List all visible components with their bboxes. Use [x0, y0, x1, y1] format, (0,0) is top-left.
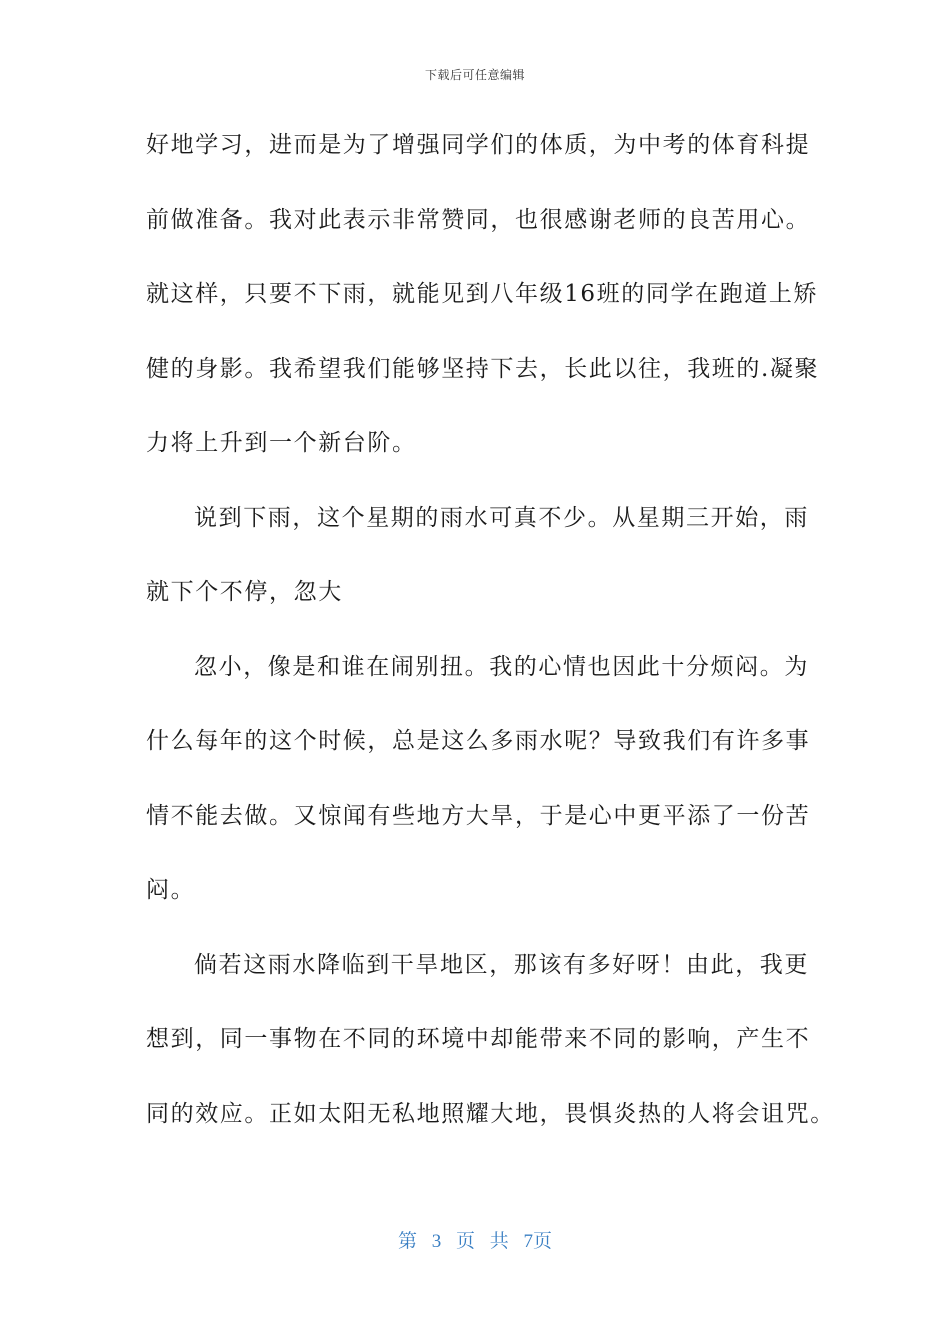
- text-line: 闷。: [146, 877, 196, 903]
- text-line: 同的效应。正如太阳无私地照耀大地，畏惧炎热的人将会诅咒。: [146, 1100, 835, 1127]
- text-line: 健的身影。我希望我们能够坚持下去，长此以往，我班的.凝聚: [146, 355, 820, 382]
- text-line: 前做准备。我对此表示非常赞同，也很感谢老师的良苦用心。: [146, 206, 811, 233]
- paragraph-start-line: 忽小，像是和谁在闹别扭。我的心情也因此十分烦闷。为: [194, 653, 809, 680]
- text-line: 就这样，只要不下雨，就能见到八年级16班的同学在跑道上矫: [146, 281, 819, 307]
- footer-total-pages: 7页: [523, 1231, 553, 1252]
- footer-label-di: 第: [397, 1231, 417, 1252]
- footer-label-gong: 共: [489, 1231, 509, 1252]
- footer-current-page: 3: [431, 1231, 442, 1252]
- footer-label-ye: 页: [455, 1231, 475, 1252]
- paragraph-start-line: 说到下雨，这个星期的雨水可真不少。从星期三开始，雨: [194, 504, 809, 531]
- text-line: 好地学习，进而是为了增强同学们的体质，为中考的体育科提: [146, 132, 811, 158]
- header-note: 下载后可任意编辑: [424, 68, 525, 82]
- text-line: 力将上升到一个新台阶。: [146, 430, 417, 456]
- paragraph-start-line: 倘若这雨水降临到干旱地区，那该有多好呀！由此，我更: [194, 951, 809, 978]
- text-line: 想到，同一事物在不同的环境中却能带来不同的影响，产生不: [146, 1026, 811, 1052]
- page-footer: [0, 1226, 950, 1253]
- text-line: 就下个不停，忽大: [146, 579, 343, 605]
- text-line: 什么每年的这个时候，总是这么多雨水呢？导致我们有许多事: [146, 728, 811, 754]
- text-line: 情不能去做。又惊闻有些地方大旱，于是心中更平添了一份苦: [146, 802, 811, 829]
- document-body: [146, 122, 835, 1165]
